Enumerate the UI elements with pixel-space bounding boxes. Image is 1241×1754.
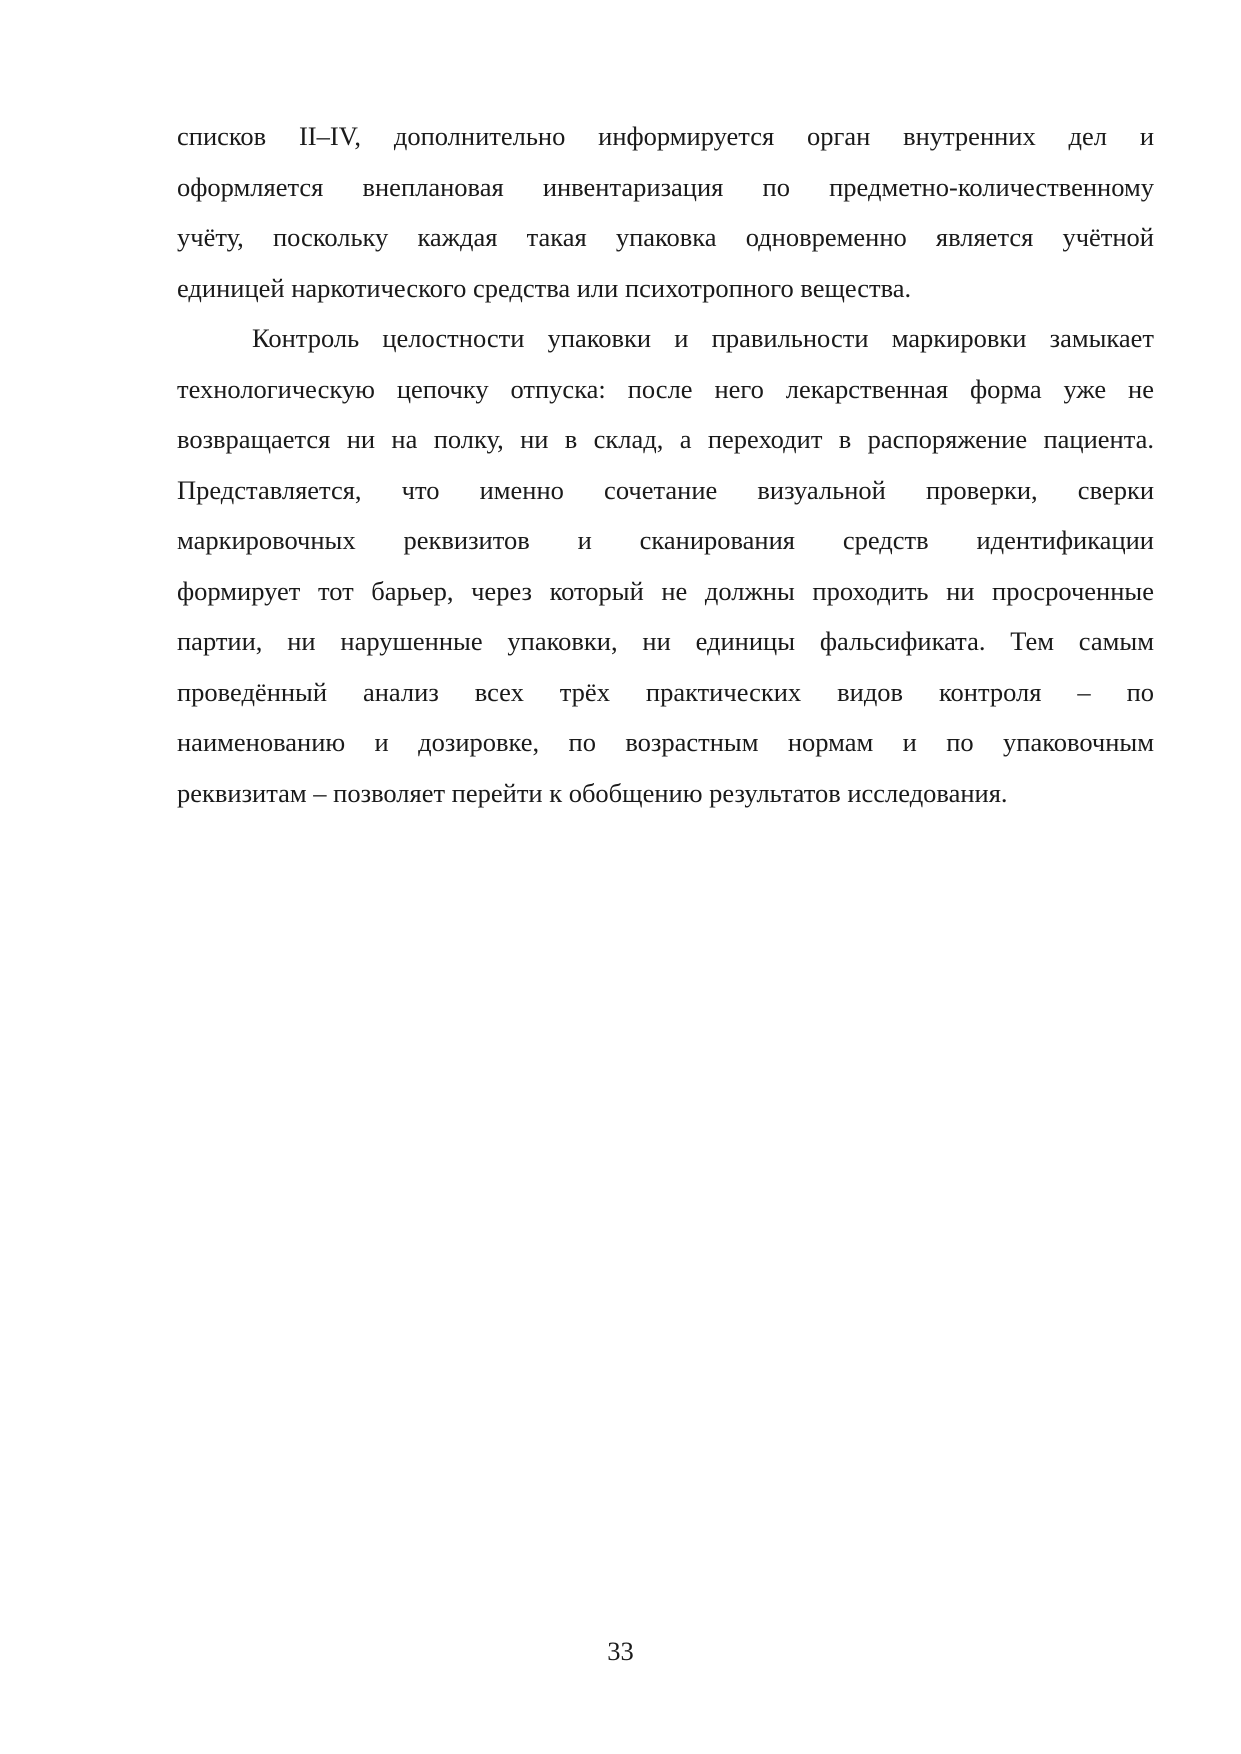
- text-line: учёту, поскольку каждая такая упаковка одновременно является учётной: [177, 222, 1154, 252]
- paragraph-1: [177, 111, 1154, 313]
- text-line: наименованию и дозировке, по возрастным нормам и по упаковочным: [177, 727, 1154, 757]
- text-line: Представляется, что именно сочетание визуальной проверки, сверки: [177, 474, 1154, 505]
- text-line: единицей наркотического средства или психотропного вещества.: [177, 272, 912, 303]
- text-line: списков II–IV, дополнительно информируется орган внутренних дел и: [177, 121, 1154, 151]
- text-line: маркировочных реквизитов и сканирования средств идентификации: [177, 525, 1154, 555]
- text-line: оформляется внеплановая инвентаризация по предметно-количественному: [177, 171, 1154, 202]
- page-number: 33: [607, 1636, 634, 1666]
- text-line: Контроль целостности упаковки и правильности маркировки замыкает: [252, 323, 1154, 353]
- text-line: технологическую цепочку отпуска: после него лекарственная форма уже не: [177, 373, 1154, 404]
- text-line: партии, ни нарушенные упаковки, ни единицы фальсификата. Тем самым: [177, 626, 1154, 656]
- text-line: возвращается ни на полку, ни в склад, а переходит в распоряжение пациента.: [177, 424, 1154, 454]
- text-line: проведённый анализ всех трёх практических видов контроля – по: [177, 676, 1154, 707]
- paragraph-2: [177, 313, 1154, 818]
- text-line: реквизитам – позволяет перейти к обобщению результатов исследования.: [177, 777, 1008, 808]
- text-line: формирует тот барьер, через который не должны проходить ни просроченные: [177, 575, 1154, 606]
- body-text: [177, 111, 1154, 818]
